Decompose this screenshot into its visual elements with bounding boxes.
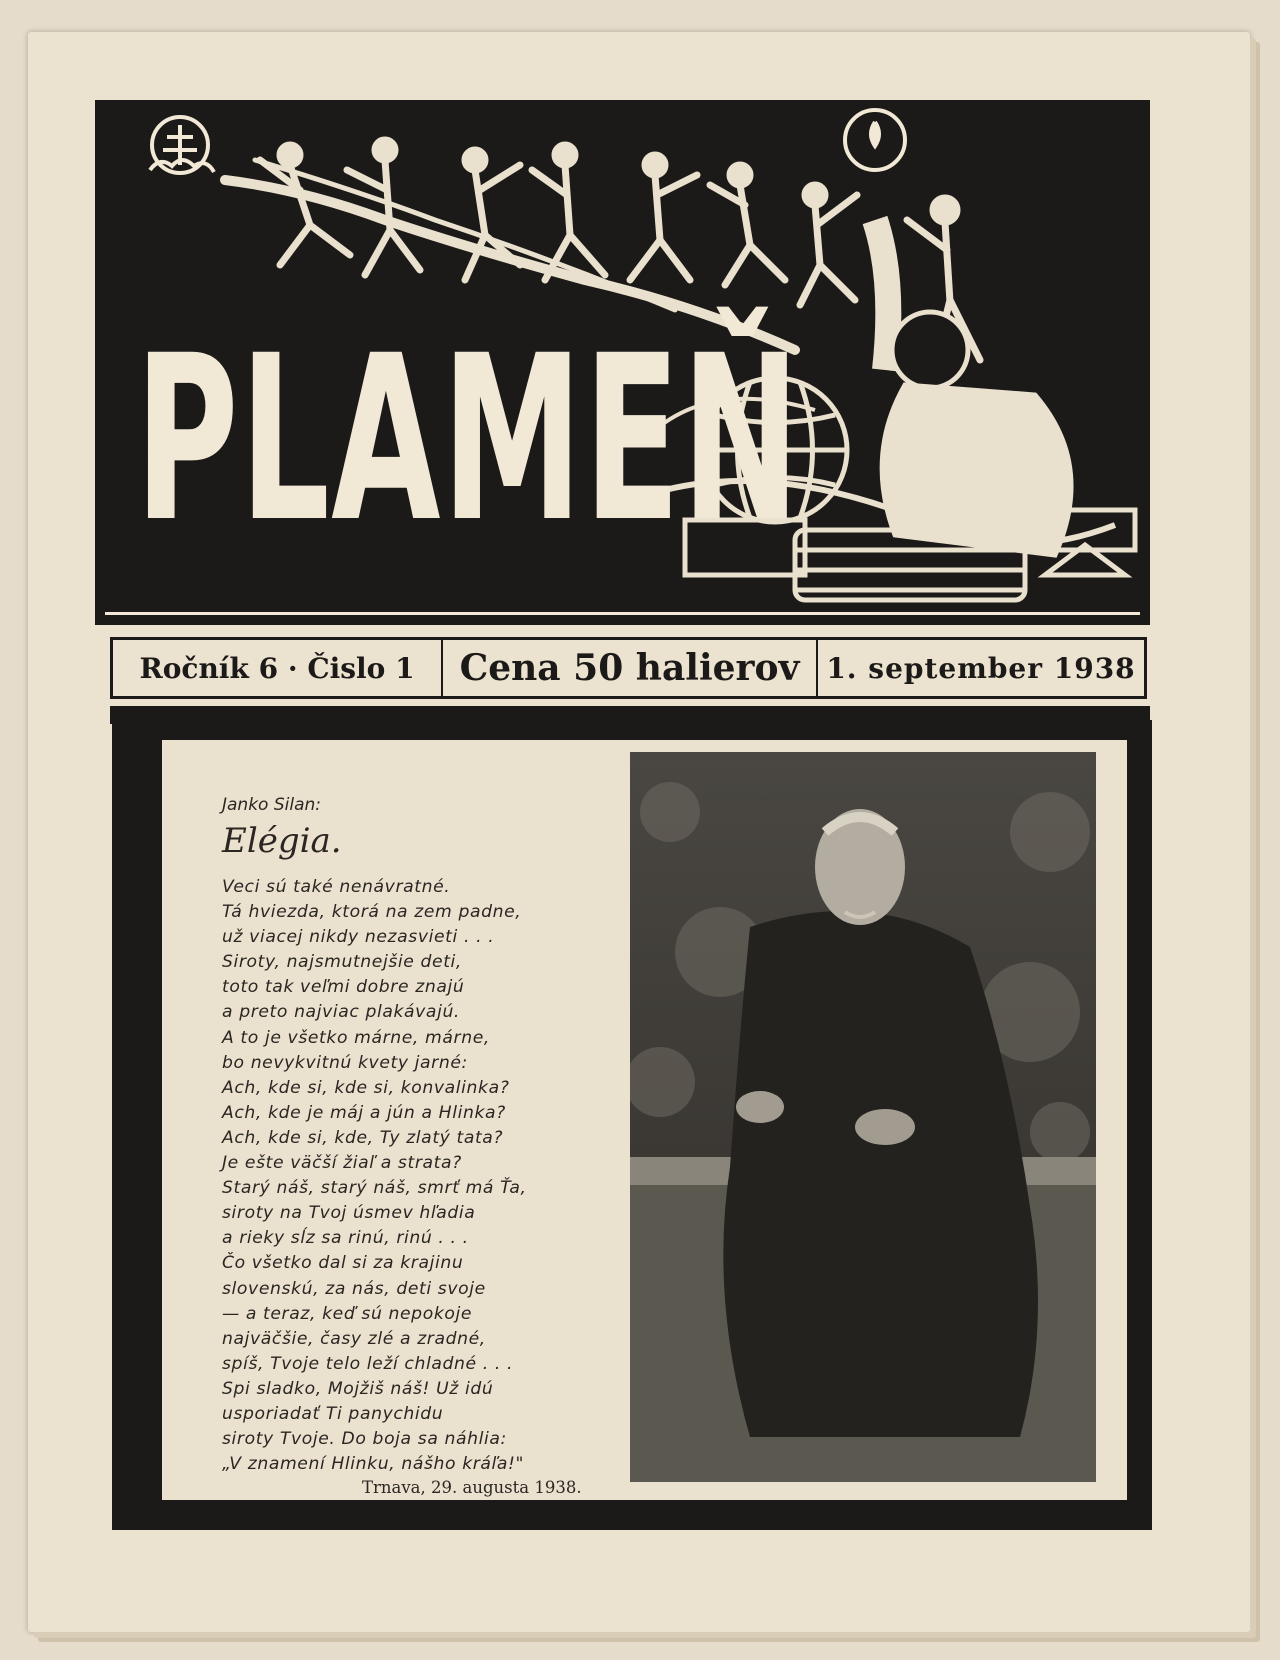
portrait-photo <box>630 752 1096 1482</box>
poem <box>222 795 622 1477</box>
poem-line: usporiadať Ti panychidu <box>222 1403 444 1424</box>
masthead-rule <box>105 612 1140 615</box>
poem-line: Spi sladko, Mojžiš náš! Už idú <box>222 1378 494 1399</box>
poem-line: a preto najviac plakávajú. <box>222 1002 460 1023</box>
poem-line: A to je všetko márne, márne, <box>222 1027 490 1048</box>
content-panel <box>162 740 1127 1500</box>
poem-line: a rieky sĺz sa rinú, rinú . . . <box>222 1228 469 1249</box>
portrait-image <box>630 752 1096 1482</box>
poem-line: spíš, Tvoje telo leží chladné . . . <box>222 1353 514 1374</box>
cross-emblem-icon <box>150 117 214 173</box>
poem-line: Čo všetko dal si za krajinu <box>222 1253 464 1274</box>
poem-line: Ach, kde si, kde si, konvalinka? <box>222 1077 510 1098</box>
corner-mark-icon <box>1030 108 1125 136</box>
poem-line: toto tak veľmi dobre znajú <box>222 977 465 998</box>
poem-line: Siroty, najsmutnejšie deti, <box>222 952 462 973</box>
poem-line: „V znamení Hlinku, nášho kráľa!" <box>222 1454 525 1475</box>
poem-line: Je ešte väčší žiaľ a strata? <box>222 1153 462 1174</box>
price: Cena 50 halierov <box>443 640 818 696</box>
issue-number: Ročník 6 · Čislo 1 <box>113 640 443 696</box>
mourning-frame <box>112 720 1152 1530</box>
issue-info-bar <box>110 637 1147 699</box>
issue-date: 1. september 1938 <box>826 651 1136 685</box>
poem-line: už viacej nikdy nezasvieti . . . <box>222 927 495 948</box>
poem-line: — a teraz, keď sú nepokoje <box>222 1303 473 1324</box>
poem-title: Elégia. <box>222 821 342 861</box>
masthead-title: PLAMEŇ <box>135 306 802 572</box>
poem-line: najväčšie, časy zlé a zradné, <box>222 1328 486 1349</box>
poem-line: Tá hviezda, ktorá na zem padne, <box>222 902 522 923</box>
poem-signoff: Trnava, 29. augusta 1938. <box>362 1478 582 1497</box>
poem-line: slovenskú, za nás, deti svoje <box>222 1278 486 1299</box>
poem-author: Janko Silan: <box>222 795 322 815</box>
poem-line: Veci sú také nenávratné. <box>222 877 451 897</box>
poem-line: Starý náš, starý náš, smrť má Ťa, <box>222 1178 527 1199</box>
flame-emblem-icon <box>845 110 905 170</box>
poem-body <box>222 875 622 1477</box>
masthead <box>95 100 1150 625</box>
poem-line: siroty Tvoje. Do boja sa náhlia: <box>222 1429 507 1450</box>
poem-line: Ach, kde si, kde, Ty zlatý tata? <box>222 1127 504 1148</box>
poem-line: siroty na Tvoj úsmev hľadia <box>222 1203 476 1224</box>
poem-line: Ach, kde je máj a jún a Hlinka? <box>222 1102 506 1123</box>
poem-line: bo nevykvitnú kvety jarné: <box>222 1052 468 1073</box>
